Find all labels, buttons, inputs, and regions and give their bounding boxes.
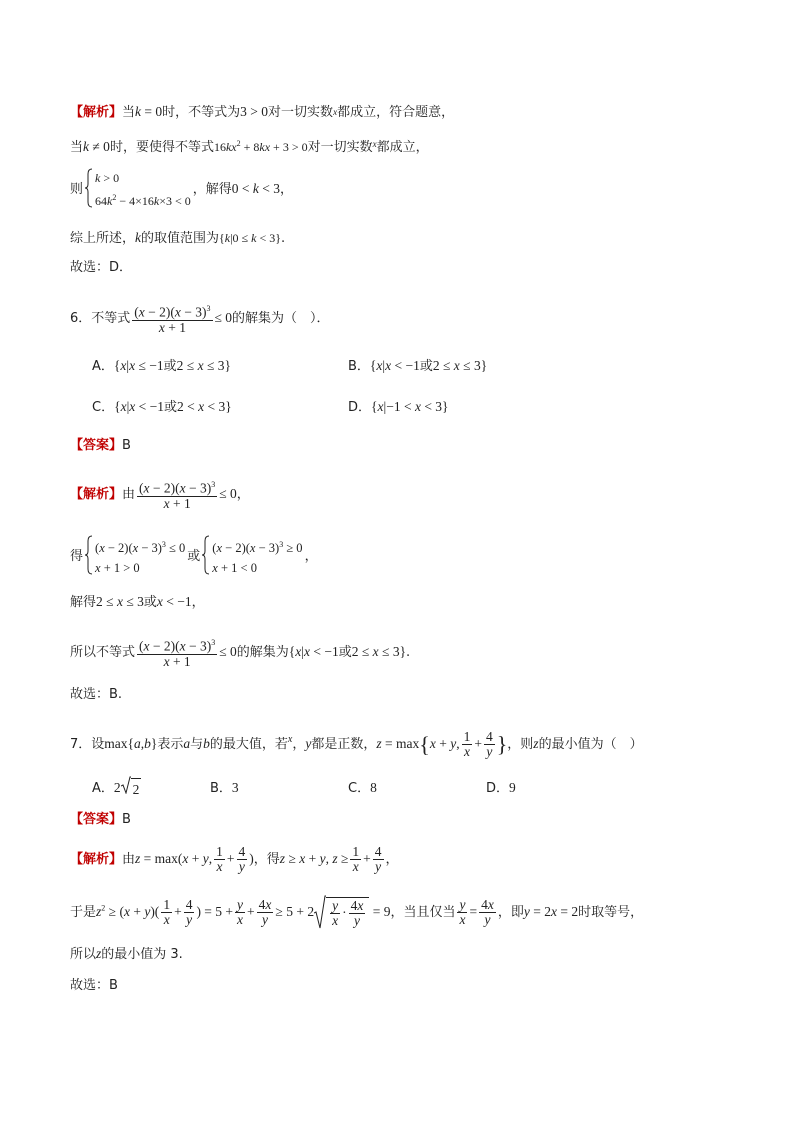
q6-stem: 6．不等式 $\frac{(x - 2)(x - 3)^3}{x + 1}$ ≤ 0的解集为（ ）． (70, 304, 330, 335)
fraction: $\frac{1}{x}$ (463, 729, 471, 759)
p5-choose: 故选：D． (70, 260, 133, 275)
q6-option-d[interactable]: D．{x|−1 < x < 3} (348, 399, 449, 415)
system-brace: k > 0 $64k^2 - 4\times 16k\times 3 < 0$ (85, 168, 191, 211)
q7-analysis-1: 【解析】由z = max(x + y, $\frac{1}{x}$ + $\frac{4}{y}$ )，得z ≥ x + y, z ≥ $\frac{1}{x}$ + $\frac{4}{y}$ ， (70, 844, 399, 874)
q7-option-c[interactable]: C．8 (348, 780, 377, 796)
analysis-label: 【解析】 (70, 852, 123, 867)
fraction: $\frac{4x}{y}$ (258, 897, 272, 927)
fraction: $\frac{4}{y}$ (238, 844, 246, 874)
q7-analysis-2: 于是$z^2 \ge (x + y)$( $\frac{1}{x}$ + $\frac{4}{y}$ ) = 5 + $\frac{y}{x}$ + $\frac{4x}{y}$ ≥ 5 + 2 $\frac{y}{x}$ · $\frac{4x}{y}$ = 9，当且仅当 $\frac{y}{x}$ = $\frac{4x}{y}$ ，即y = 2x = 2时取等号， (70, 897, 644, 928)
sqrt-icon (314, 895, 326, 929)
q6-option-b[interactable]: B．{x|x < −1或2 ≤ x ≤ 3} (348, 358, 488, 374)
q6-analysis-2: 得 $(x - 2)(x - 3)^3 \le 0$ x + 1 > 0 或 $(x - 2)(x - 3)^3 \ge 0$ x + 1 < 0 ， (70, 535, 734, 578)
sqrt-icon (121, 776, 131, 794)
answer-label: 【答案】 (70, 812, 123, 827)
system-brace: $(x - 2)(x - 3)^3 \ge 0$ x + 1 < 0 (202, 535, 302, 578)
q6-analysis-1: 【解析】由 $\frac{(x - 2)(x - 3)^3}{x + 1}$ ≤ 0， (70, 480, 250, 511)
p5-line-1: 【解析】当k = 0时，不等式为3 > 0对一切实数$^x$都成立，符合题意， (70, 104, 455, 120)
p5-line-4: 综上所述，k的取值范围为{k|0 ≤ k < 3}. (70, 230, 286, 246)
fraction: $\frac{(x - 2)(x - 3)^3}{x + 1}$ (139, 480, 216, 511)
fraction: $\frac{1}{x}$ (216, 844, 223, 874)
q6-choose: 故选：B. (70, 687, 123, 702)
brace-icon (85, 168, 93, 208)
fraction: $\frac{4}{y}$ (185, 897, 193, 927)
fraction: $\frac{y}{x}$ (459, 897, 466, 927)
fraction: $\frac{4}{y}$ (485, 729, 493, 759)
analysis-label: 【解析】 (70, 105, 123, 120)
brace-icon (202, 535, 210, 575)
p5-line-2: 当k ≠ 0时，要使得不等式$16kx^2 + 8kx + 3 > 0$对一切实数$^x$都成立， (70, 139, 429, 155)
fraction: $\frac{4x}{y}$ (481, 897, 494, 927)
q7-stem: 7．设max{a,b}表示a与b的最大值，若$^x$，y都是正数，z = max{x + y, $\frac{1}{x}$ + $\frac{4}{y}$ }，则z的最小值为（ ） (70, 729, 643, 759)
fraction: $\frac{(x - 2)(x - 3)^3}{x + 1}$ (134, 304, 211, 335)
fraction: $\frac{1}{x}$ (163, 897, 171, 927)
analysis-label: 【解析】 (70, 486, 123, 502)
fraction: $\frac{(x - 2)(x - 3)^3}{x + 1}$ (139, 638, 216, 669)
q7-choose: 故选：B (70, 978, 118, 993)
square-root: $\frac{y}{x}$ · $\frac{4x}{y}$ (314, 897, 369, 928)
fraction: $\frac{4}{y}$ (374, 844, 382, 874)
answer-label: 【答案】 (70, 438, 123, 453)
fraction: $\frac{y}{x}$ (237, 897, 244, 927)
fraction: $\frac{1}{x}$ (352, 844, 360, 874)
system-brace: $(x - 2)(x - 3)^3 \le 0$ x + 1 > 0 (85, 535, 185, 578)
q6-option-a[interactable]: A．{x|x ≤ −1或2 ≤ x ≤ 3} (92, 358, 231, 374)
q7-option-b[interactable]: B．3 (210, 780, 239, 796)
q7-option-d[interactable]: D．9 (486, 780, 516, 796)
brace-icon (85, 535, 93, 575)
q6-answer: 【答案】B (70, 438, 131, 453)
q7-analysis-3: 所以z的最小值为 3. (70, 946, 183, 962)
q6-option-c[interactable]: C．{x|x < −1或2 < x < 3} (92, 399, 232, 415)
p5-line-3: 则 k > 0 $64k^2 - 4\times 16k\times 3 < 0$ ，解得0 < k < 3， (70, 168, 734, 211)
q6-analysis-3: 解得2 ≤ x ≤ 3或x < −1， (70, 594, 205, 610)
q7-option-a[interactable]: A．2 2 (92, 778, 141, 800)
q7-answer: 【答案】B (70, 812, 131, 827)
q6-analysis-4: 所以不等式 $\frac{(x - 2)(x - 3)^3}{x + 1}$ ≤ 0的解集为{x|x < −1或2 ≤ x ≤ 3}. (70, 638, 411, 669)
